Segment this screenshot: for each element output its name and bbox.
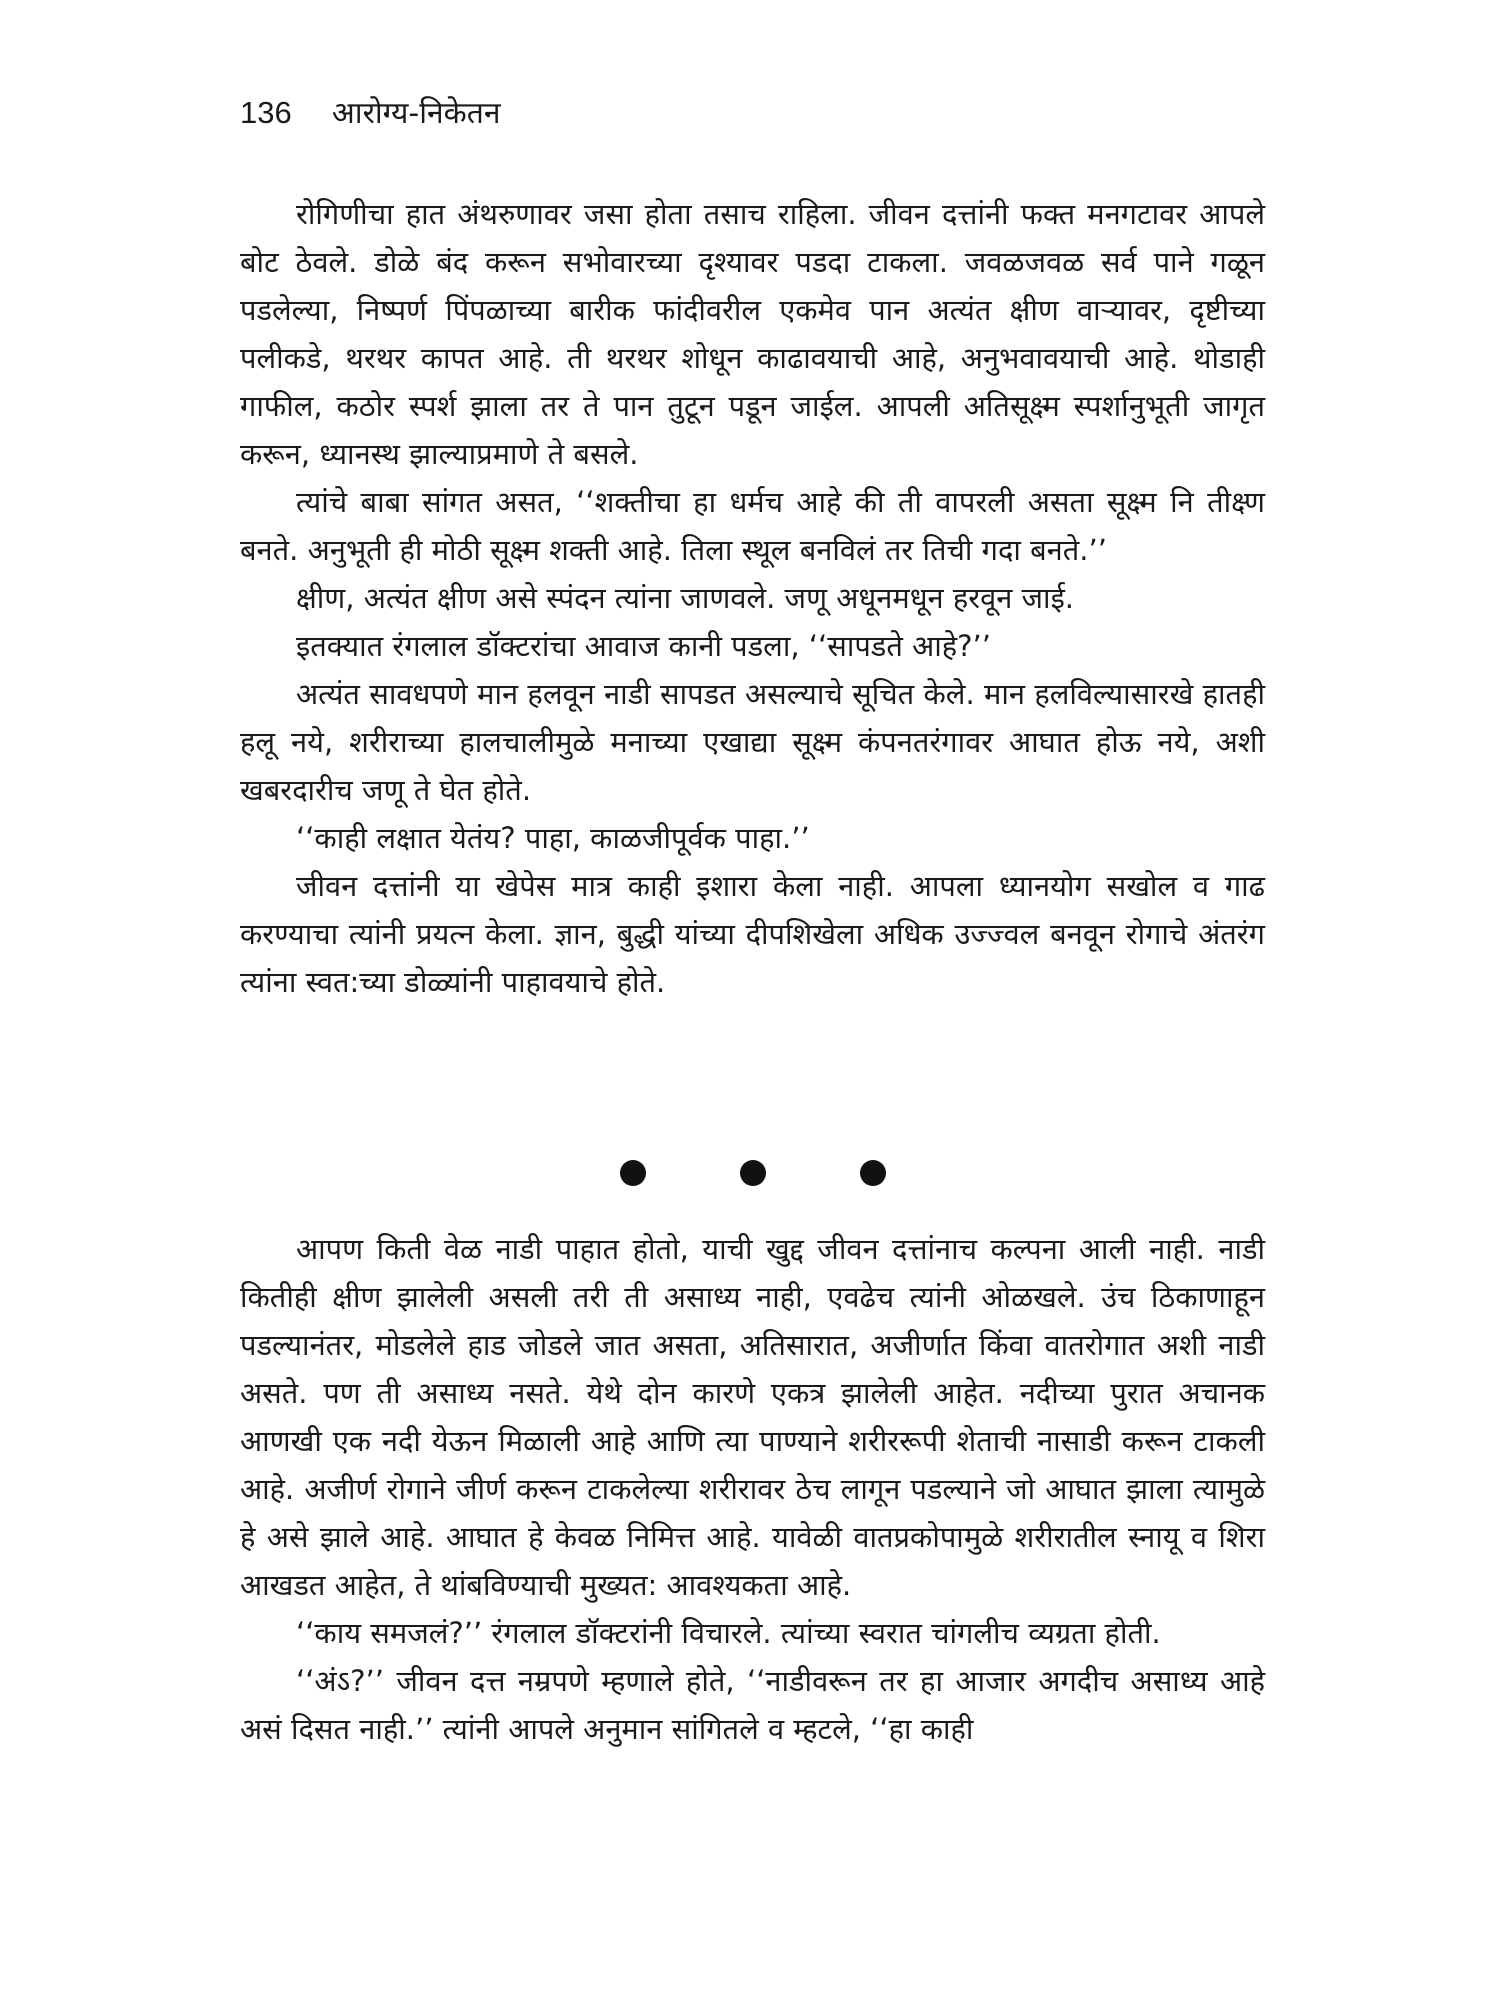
running-header	[240, 92, 500, 134]
ornament-dot-icon	[620, 1160, 646, 1186]
ornament-dot-icon	[740, 1160, 766, 1186]
paragraph: रोगिणीचा हात अंथरुणावर जसा होता तसाच राहिला. जीवन दत्तांनी फक्त मनगटावर आपले बोट ठेवले. डोळे बंद करून सभोवारच्या दृश्यावर पडदा टाकला. जवळजवळ सर्व पाने गळून पडलेल्या, निष्पर्ण पिंपळाच्या बारीक फांदीवरील एकमेव पान अत्यंत क्षीण वाऱ्यावर, दृष्टीच्या पलीकडे, थरथर कापत आहे. ती थरथर शोधून काढावयाची आहे, अनुभवावयाची आहे. थोडाही गाफील, कठोर स्पर्श झाला तर ते पान तुटून पडून जाईल. आपली अतिसूक्ष्म स्पर्शानुभूती जागृत करून, ध्यानस्थ झाल्याप्रमाणे ते बसले.	[240, 197, 1265, 471]
paragraph: अत्यंत सावधपणे मान हलवून नाडी सापडत असल्याचे सूचित केले. मान हलविल्यासारखे हातही हलू नये, शरीराच्या हालचालीमुळे मनाच्या एखाद्या सूक्ष्म कंपनतरंगावर आघात होऊ नये, अशी खबरदारीच जणू ते घेत होते.	[240, 677, 1265, 807]
section-two-text	[240, 1225, 1265, 1753]
book-title: आरोग्य-निकेतन	[331, 96, 501, 131]
paragraph: इतक्यात रंगलाल डॉक्टरांचा आवाज कानी पडला, ‘‘सापडते आहे?’’	[296, 629, 991, 663]
paragraph: आपण किती वेळ नाडी पाहात होतो, याची खुद्द जीवन दत्तांनाच कल्पना आली नाही. नाडी कितीही क्षीण झालेली असली तरी ती असाध्य नाही, एवढेच त्यांनी ओळखले. उंच ठिकाणाहून पडल्यानंतर, मोडलेले हाड जोडले जात असता, अतिसारात, अजीर्णात किंवा वातरोगात अशी नाडी असते. पण ती असाध्य नसते. येथे दोन कारणे एकत्र झालेली आहेत. नदीच्या पुरात अचानक आणखी एक नदी येऊन मिळाली आहे आणि त्या पाण्याने शरीररूपी शेताची नासाडी करून टाकली आहे. अजीर्ण रोगाने जीर्ण करून टाकलेल्या शरीरावर ठेच लागून पडल्याने जो आघात झाला त्यामुळे हे असे झाले आहे. आघात हे केवळ निमित्त आहे. यावेळी वातप्रकोपामुळे शरीरातील स्नायू व शिरा आखडत आहेत, ते थांबविण्याची मुख्यत: आवश्यकता आहे.	[240, 1232, 1265, 1602]
paragraph: ‘‘काही लक्षात येतंय? पाहा, काळजीपूर्वक पाहा.’’	[296, 821, 810, 855]
paragraph: ‘‘काय समजलं?’’ रंगलाल डॉक्टरांनी विचारले. त्यांच्या स्वरात चांगलीच व्यग्रता होती.	[296, 1616, 1161, 1650]
section-one-text	[240, 190, 1265, 1006]
paragraph: त्यांचे बाबा सांगत असत, ‘‘शक्तीचा हा धर्मच आहे की ती वापरली असता सूक्ष्म नि तीक्ष्ण बनते. अनुभूती ही मोठी सूक्ष्म शक्ती आहे. तिला स्थूल बनविलं तर तिची गदा बनते.’’	[240, 485, 1265, 567]
ornament-dot-icon	[860, 1160, 886, 1186]
paragraph: ‘‘अंऽ?’’ जीवन दत्त नम्रपणे म्हणाले होते, ‘‘नाडीवरून तर हा आजार अगदीच असाध्य आहे असं दिसत नाही.’’ त्यांनी आपले अनुमान सांगितले व म्हटले, ‘‘हा काही	[240, 1664, 1265, 1746]
paragraph: क्षीण, अत्यंत क्षीण असे स्पंदन त्यांना जाणवले. जणू अधूनमधून हरवून जाई.	[296, 581, 1075, 615]
paragraph: जीवन दत्तांनी या खेपेस मात्र काही इशारा केला नाही. आपला ध्यानयोग सखोल व गाढ करण्याचा त्यांनी प्रयत्न केला. ज्ञान, बुद्धी यांच्या दीपशिखेला अधिक उज्ज्वल बनवून रोगाचे अंतरंग त्यांना स्वत:च्या डोळ्यांनी पाहावयाचे होते.	[240, 869, 1265, 999]
page-number: 136	[240, 95, 292, 130]
section-break-ornament	[0, 1160, 1500, 1190]
